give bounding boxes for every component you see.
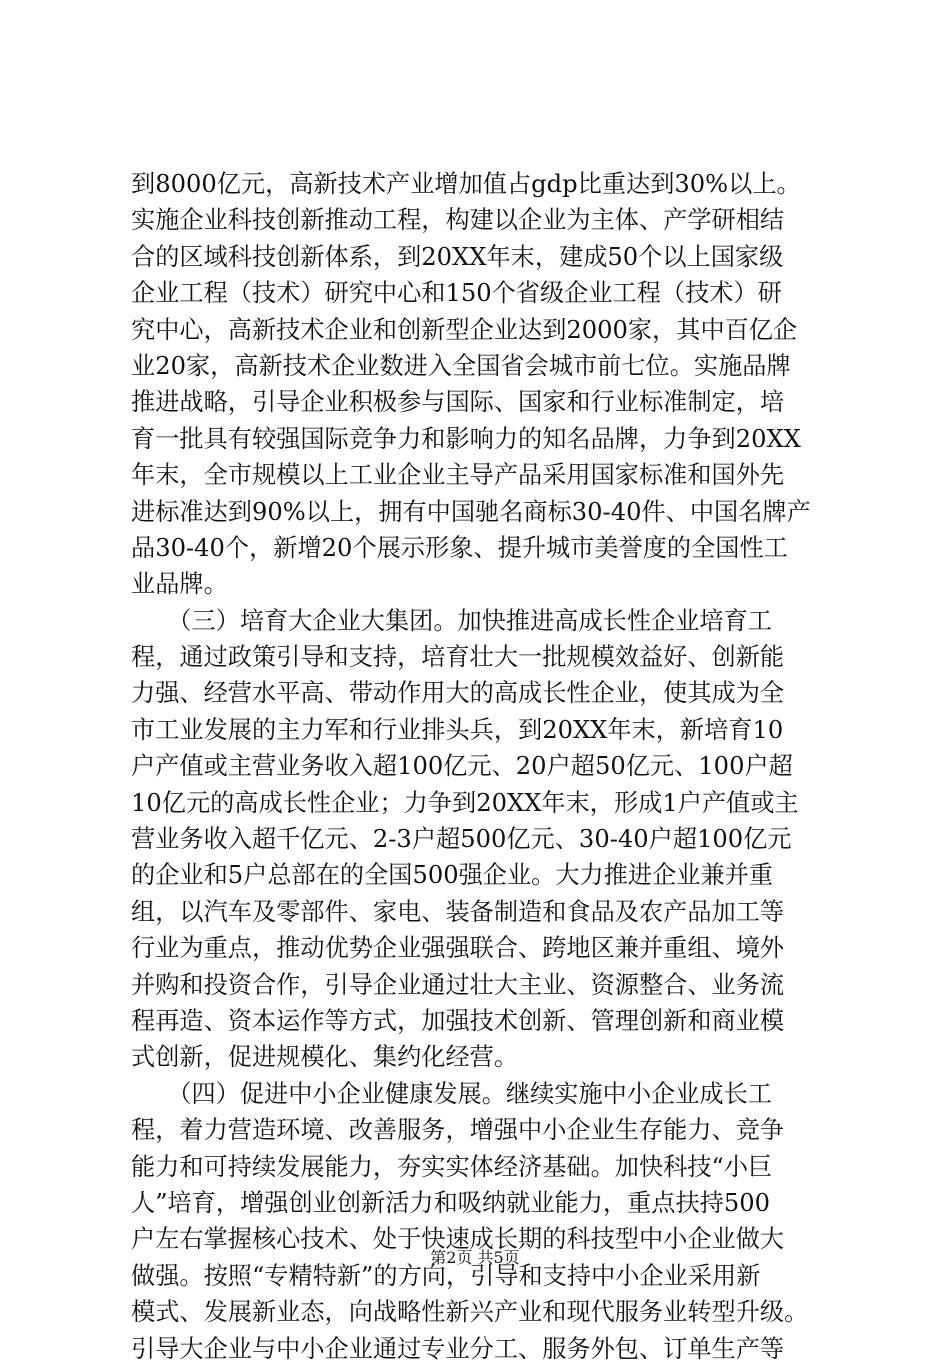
text-line: 力强、经营水平高、带动作用大的高成长性企业，使其成为全	[131, 679, 785, 708]
text-line: 程，着力营造环境、改善服务，增强中小企业生存能力、竞争	[131, 1116, 785, 1145]
text-line: 年末，全市规模以上工业企业主导产品采用国家标准和国外先	[131, 461, 785, 490]
text-line: 到8000亿元，高新技术产业增加值占gdp比重达到30%以上。	[131, 170, 801, 198]
text-line: 业20家，高新技术企业数进入全国省会城市前七位。实施品牌	[131, 351, 791, 380]
text-line: 组，以汽车及零部件、家电、装备制造和食品及农产品加工等	[131, 897, 785, 926]
text-line: 程再造、资本运作等方式，加强技术创新、管理创新和商业模	[131, 1006, 785, 1035]
text-line: （四）促进中小企业健康发展。继续实施中小企业成长工	[131, 1079, 772, 1108]
text-line: 并购和投资合作，引导企业通过壮大主业、资源整合、业务流	[131, 970, 785, 999]
text-line: 市工业发展的主力军和行业排头兵，到20XX年末，新培育10	[131, 715, 784, 744]
page-number-footer: 第2页 共5页	[430, 1248, 520, 1267]
text-line: 究中心，高新技术企业和创新型企业达到2000家，其中百亿企	[131, 315, 798, 344]
text-line: 实施企业科技创新推动工程，构建以企业为主体、产学研相结	[131, 206, 785, 235]
text-line: 品30-40个，新增20个展示形象、提升城市美誉度的全国性工	[131, 533, 788, 562]
text-line: 企业工程（技术）研究中心和150个省级企业工程（技术）研	[131, 279, 782, 308]
text-line: 引导大企业与中小企业通过专业分工、服务外包、订单生产等	[131, 1334, 785, 1363]
text-line: 营业务收入超千亿元、2-3户超500亿元、30-40户超100亿元	[131, 825, 792, 854]
text-line: 模式、发展新业态，向战略性新兴产业和现代服务业转型升级。	[131, 1298, 809, 1327]
text-line: 户产值或主营业务收入超100亿元、20户超50亿元、100户超	[131, 752, 793, 781]
text-line: 10亿元的高成长性企业；力争到20XX年末，形成1户产值或主	[131, 788, 799, 817]
text-line: （三）培育大企业大集团。加快推进高成长性企业培育工	[131, 606, 772, 635]
text-line: 业品牌。	[131, 570, 228, 599]
body-text	[131, 166, 831, 1367]
text-line: 做强。按照“专精特新”的方向，引导和支持中小企业采用新	[131, 1261, 761, 1290]
text-line: 人”培育，增强创业创新活力和吸纳就业能力，重点扶持500	[131, 1188, 771, 1217]
text-line: 户左右掌握核心技术、处于快速成长期的科技型中小企业做大	[131, 1225, 785, 1254]
text-line: 推进战略，引导企业积极参与国际、国家和行业标准制定，培	[131, 388, 785, 417]
text-line: 的企业和5户总部在的全国500强企业。大力推进企业兼并重	[131, 861, 774, 890]
text-line: 能力和可持续发展能力，夯实实体经济基础。加快科技“小巨	[131, 1152, 773, 1181]
text-line: 式创新，促进规模化、集约化经营。	[131, 1043, 519, 1072]
text-line: 合的区域科技创新体系，到20XX年末，建成50个以上国家级	[131, 242, 784, 271]
text-line: 程，通过政策引导和支持，培育壮大一批规模效益好、创新能	[131, 643, 785, 672]
text-line: 行业为重点，推动优势企业强强联合、跨地区兼并重组、境外	[131, 934, 785, 963]
text-line: 育一批具有较强国际竞争力和影响力的知名品牌，力争到20XX	[131, 424, 801, 453]
text-line: 进标准达到90%以上，拥有中国驰名商标30-40件、中国名牌产	[131, 497, 811, 526]
